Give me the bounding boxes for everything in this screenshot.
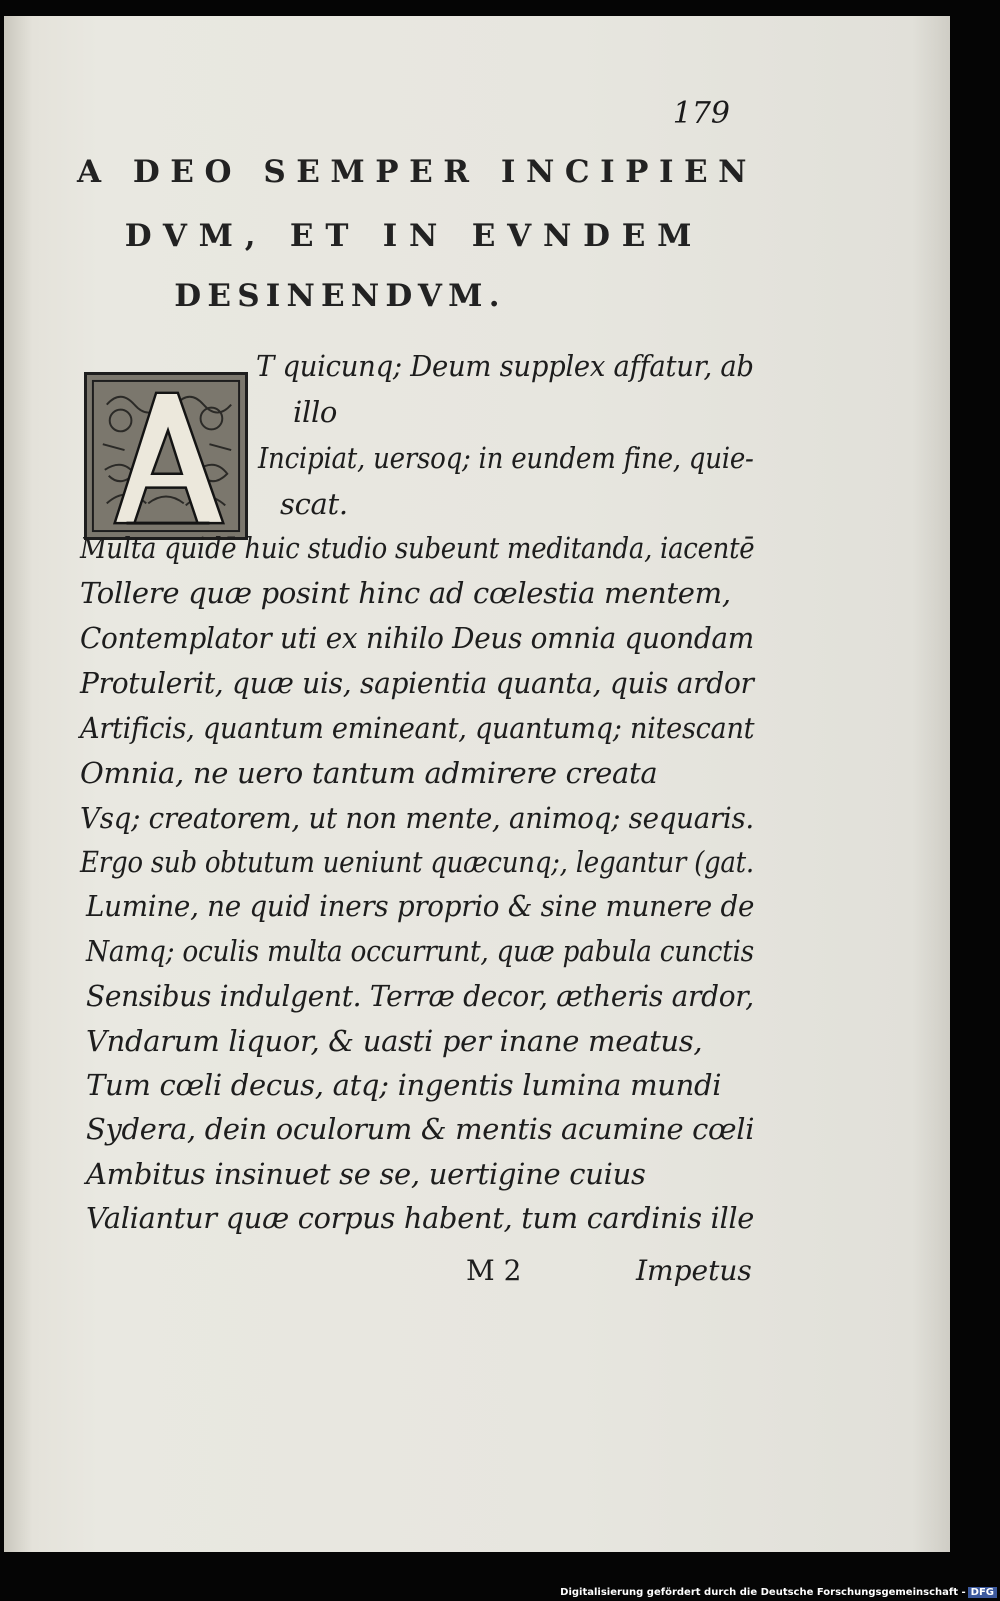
text-line: Incipiat, uersoq; in eundem fine, quie- [258,441,754,475]
text-line: Protulerit, quæ uis, sapientia quanta, quis ardor [80,666,754,700]
catchword: Impetus [636,1254,752,1287]
text-line: Vsq; creatorem, ut non mente, animoq; sequaris. [80,801,754,835]
text-line: illo [293,395,338,429]
heading-line-2: DVM, ET IN EVNDEM [124,218,704,254]
heading-line-1: A DEO SEMPER INCIPIEN [76,154,758,190]
decorated-initial-image [87,375,245,537]
text-line: Sensibus indulgent. Terræ decor, ætheris ardor, [86,979,754,1013]
book-page [4,16,950,1552]
text-line: Contemplator uti ex nihilo Deus omnia quondam [80,621,754,655]
text-line: Tollere quæ posint hinc ad cœlestia mentem, [80,576,731,610]
text-line: Ambitus insinuet se se, uertigine cuius [86,1157,646,1191]
heading-line-3: DESINENDVM. [174,278,506,314]
text-line: Valiantur quæ corpus habent, tum cardinis ille [86,1201,755,1235]
footer-credit [560,1587,997,1598]
text-line: Multa quidē huic studio subeunt meditanda, iacentē [80,531,755,565]
text-line: Ergo sub obtutum ueniunt quæcunq;, legantur (gat. [80,845,754,879]
page-number: 179 [672,96,730,131]
decorated-initial [84,372,248,540]
signature-mark: M 2 [466,1254,522,1287]
text-line: T quicunq; Deum supplex affatur, ab [256,349,754,383]
footer-text: Digitalisierung gefördert durch die Deutsche Forschungsgemeinschaft - [560,1587,966,1598]
text-line: scat. [280,487,348,521]
text-line: Vndarum liquor, & uasti per inane meatus, [86,1024,703,1058]
text-line: Tum cœli decus, atq; ingentis lumina mundi [86,1068,722,1102]
text-line: Artificis, quantum emineant, quantumq; nitescant [80,711,755,745]
text-line: Namq; oculis multa occurrunt, quæ pabula cunctis [86,934,754,968]
text-line: Sydera, dein oculorum & mentis acumine cœli [86,1112,755,1146]
dfg-logo: DFG [968,1587,997,1598]
text-line: Omnia, ne uero tantum admirere creata [80,756,658,790]
text-line: Lumine, ne quid iners proprio & sine munere de [86,889,755,923]
